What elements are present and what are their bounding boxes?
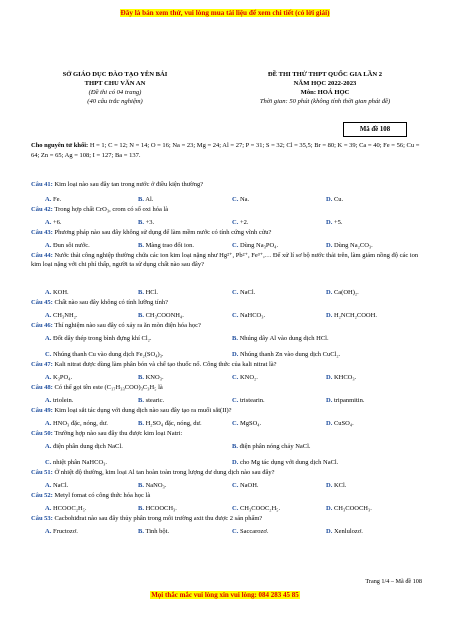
option-b[interactable]: [138, 505, 177, 512]
option-letter: A.: [45, 335, 52, 342]
option-letter: A.: [45, 528, 52, 535]
question-43: [31, 228, 423, 237]
option-text: Al.: [145, 196, 154, 203]
option-letter: A.: [45, 289, 52, 296]
option-text: Na.: [239, 196, 250, 203]
option-letter: A.: [45, 482, 52, 489]
option-letter: D.: [326, 289, 333, 296]
preview-banner-text: Đây là bản xem thử, vui lòng mua tài liệu để xem chi tiết (có lời giải): [120, 9, 330, 17]
option-text: nhiệt phân NaHCO₃.: [52, 459, 108, 466]
option-a[interactable]: [45, 312, 78, 319]
option-b[interactable]: [232, 335, 329, 342]
question-number: Câu 41:: [31, 181, 53, 188]
option-text: Fe.: [52, 196, 62, 203]
option-letter: B.: [232, 335, 238, 342]
option-letter: A.: [45, 397, 52, 404]
question-47: [31, 360, 423, 369]
question-49: [31, 406, 423, 415]
option-d[interactable]: [326, 242, 373, 249]
option-text: +5.: [333, 219, 343, 226]
option-d[interactable]: [326, 505, 372, 512]
option-a[interactable]: [45, 443, 123, 450]
option-b[interactable]: [138, 482, 166, 489]
option-letter: D.: [326, 420, 333, 427]
option-text: điện phân nóng chảy NaCl.: [239, 443, 311, 450]
option-text: tripanmitin.: [333, 397, 365, 404]
option-b[interactable]: [138, 528, 169, 535]
option-letter: C.: [232, 289, 239, 296]
question-44: [31, 251, 423, 269]
option-b[interactable]: [138, 219, 154, 226]
atomic-mass-values: H = 1; C = 12; N = 14; O = 16; Na = 23; Mg = 24; Al = 27; P = 31; S = 32; Cl = 35,5; Br = 80; K = 39; Ca = 40; Fe = 56; Cu = 64; Zn = 65; Ag = 108; I = 127; Ba = 137.: [31, 142, 420, 159]
option-text: KNO₂.: [239, 374, 258, 381]
option-c[interactable]: [232, 397, 265, 404]
question-text: Kim loại sắt tác dụng với dung dịch nào sau đây tạo ra muối sắt(II)?: [54, 407, 232, 414]
subject: Môn: HOÁ HỌC: [300, 89, 350, 96]
school-name: THPT CHU VĂN AN: [84, 80, 146, 87]
option-text: CH₃NH₂.: [52, 312, 78, 319]
option-a[interactable]: [45, 242, 90, 249]
option-text: CH₃COOC₂H₅.: [239, 505, 281, 512]
exam-title: ĐỀ THI THỬ THPT QUỐC GIA LẦN 2: [267, 71, 383, 78]
option-letter: A.: [45, 505, 52, 512]
option-b[interactable]: [138, 289, 158, 296]
option-text: Đốt dây thép trong bình đựng khí Cl₂.: [52, 335, 152, 342]
option-letter: B.: [232, 443, 238, 450]
option-letter: D.: [232, 459, 239, 466]
option-text: Ca(OH)₂.: [333, 289, 359, 296]
option-letter: B.: [138, 219, 144, 226]
option-letter: C.: [232, 374, 239, 381]
option-a[interactable]: [45, 482, 68, 489]
option-letter: B.: [138, 397, 144, 404]
option-text: NaNO₃.: [145, 482, 167, 489]
option-text: KOH.: [52, 289, 69, 296]
school-dept: SỞ GIÁO DỤC ĐÀO TẠO YÊN BÁI: [62, 71, 168, 78]
option-text: điện phân dung dịch NaCl.: [52, 443, 123, 450]
option-a[interactable]: [45, 289, 69, 296]
option-letter: C.: [232, 420, 239, 427]
option-c[interactable]: [232, 505, 280, 512]
option-text: HCl.: [145, 289, 159, 296]
option-a[interactable]: [45, 374, 72, 381]
option-letter: B.: [138, 420, 144, 427]
option-text: CH₃COOCH₃.: [333, 505, 372, 512]
page-footer: Trang 1/4 – Mã đề 108: [365, 578, 422, 585]
question-number: Câu 42:: [31, 206, 53, 213]
option-text: Cu.: [333, 196, 344, 203]
option-c[interactable]: [232, 420, 261, 427]
option-text: Nhúng dây Al vào dung dịch HCl.: [239, 335, 329, 342]
option-letter: B.: [138, 374, 144, 381]
question-number: Câu 43:: [31, 229, 53, 236]
option-text: NaCl.: [52, 482, 69, 489]
option-a[interactable]: [45, 505, 87, 512]
option-d[interactable]: [326, 374, 356, 381]
question-text: Có thể gọi tên este (C₁₇H₃₃COO)₃C₃H₅ là: [54, 384, 163, 391]
option-letter: D.: [326, 482, 333, 489]
option-d[interactable]: [326, 420, 354, 427]
option-a[interactable]: [45, 397, 73, 404]
question-text: Kali nitrat được dùng làm phân bón và chế tạo thuốc nổ. Công thức của kali nitrat là?: [54, 361, 277, 368]
question-41: [31, 180, 423, 189]
option-letter: B.: [138, 196, 144, 203]
option-letter: D.: [326, 219, 333, 226]
atomic-mass-label: Cho nguyên tử khối:: [31, 142, 89, 149]
option-text: triolein.: [52, 397, 74, 404]
option-text: Saccarozơ.: [239, 528, 269, 535]
option-text: H₂NCH₂COOH.: [333, 312, 377, 319]
question-text: Cacbohiđrat nào sau đây thủy phân trong môi trường axit thu được 2 sản phẩm?: [54, 515, 263, 522]
option-letter: C.: [232, 528, 239, 535]
question-number: Câu 48:: [31, 384, 53, 391]
option-letter: D.: [232, 351, 239, 358]
question-53: [31, 514, 423, 523]
option-letter: C.: [45, 351, 52, 358]
option-text: HCOOCH₃.: [145, 505, 177, 512]
option-text: Fructozơ.: [52, 528, 78, 535]
question-42: [31, 205, 423, 214]
option-text: Tinh bột.: [145, 528, 170, 535]
option-a[interactable]: [45, 335, 152, 342]
option-c[interactable]: [232, 312, 265, 319]
question-count-note: (40 câu trắc nghiệm): [87, 98, 143, 105]
option-text: KHCO₃.: [333, 374, 357, 381]
option-text: Nhúng thanh Zn vào dung dịch CuCl₂.: [239, 351, 341, 358]
page-count-note: (Đề thi có 04 trang): [88, 89, 142, 96]
option-letter: D.: [326, 196, 333, 203]
option-text: CuSO₄.: [333, 420, 354, 427]
question-number: Câu 53:: [31, 515, 53, 522]
option-c[interactable]: [232, 374, 258, 381]
option-b[interactable]: [232, 443, 311, 450]
option-text: +2.: [239, 219, 249, 226]
option-d[interactable]: [232, 351, 340, 358]
option-letter: A.: [45, 196, 52, 203]
question-46: [31, 321, 423, 330]
question-text: Thí nghiệm nào sau đây có xảy ra ăn mòn điện hóa học?: [54, 322, 201, 329]
question-number: Câu 52:: [31, 492, 53, 499]
option-letter: A.: [45, 242, 52, 249]
option-b[interactable]: [138, 374, 164, 381]
option-text: NaHCO₃.: [239, 312, 266, 319]
question-text: Ở nhiệt độ thường, kim loại Al tan hoàn toàn trong lượng dư dung dịch nào sau đây?: [54, 469, 275, 476]
option-text: Màng trao đổi ion.: [145, 242, 194, 249]
option-b[interactable]: [138, 242, 194, 249]
option-c[interactable]: [45, 351, 164, 358]
option-text: stearic.: [145, 397, 165, 404]
question-45: [31, 298, 423, 307]
option-letter: A.: [45, 420, 52, 427]
option-letter: C.: [232, 242, 239, 249]
question-number: Câu 49:: [31, 407, 53, 414]
option-b[interactable]: [138, 196, 153, 203]
question-48: [31, 383, 423, 392]
question-text: Chất nào sau đây không có tính lưỡng tính?: [54, 299, 168, 306]
option-letter: C.: [232, 397, 239, 404]
option-text: KNO₃.: [145, 374, 164, 381]
option-row: [31, 443, 423, 453]
question-text: Metyl fomat có công thức hóa học là: [54, 492, 151, 499]
option-text: Dùng Na₃PO₄.: [239, 242, 279, 249]
option-letter: D.: [326, 312, 333, 319]
option-d[interactable]: [326, 312, 377, 319]
question-number: Câu 44:: [31, 252, 53, 259]
question-text: Trường hợp nào sau đây thu được kim loại Natri:: [54, 430, 183, 437]
question-number: Câu 51:: [31, 469, 53, 476]
option-c[interactable]: [232, 482, 259, 489]
question-51: [31, 468, 423, 477]
option-d[interactable]: [326, 397, 364, 404]
option-letter: A.: [45, 374, 52, 381]
option-text: tristearin.: [239, 397, 265, 404]
option-letter: A.: [45, 312, 52, 319]
question-number: Câu 46:: [31, 322, 53, 329]
option-c[interactable]: [232, 289, 255, 296]
question-text: Phương pháp nào sau đây không sử dụng để làm mềm nước có tính cứng vĩnh cửu?: [54, 229, 272, 236]
question-number: Câu 45:: [31, 299, 53, 306]
option-letter: C.: [232, 482, 239, 489]
option-letter: C.: [232, 219, 239, 226]
time-limit: Thời gian: 50 phút (không tính thời gian phát đề): [259, 98, 391, 105]
option-text: K₃PO₄.: [52, 374, 73, 381]
option-letter: B.: [138, 482, 144, 489]
option-letter: A.: [45, 219, 52, 226]
option-c[interactable]: [232, 196, 249, 203]
option-letter: D.: [326, 242, 333, 249]
header-left: [40, 70, 190, 106]
school-year: NĂM HỌC 2022-2023: [293, 80, 357, 87]
option-b[interactable]: [138, 420, 202, 427]
option-c[interactable]: [232, 528, 268, 535]
option-c[interactable]: [232, 219, 249, 226]
option-letter: A.: [45, 443, 52, 450]
question-number: Câu 50:: [31, 430, 53, 437]
option-d[interactable]: [232, 459, 338, 466]
option-letter: C.: [45, 459, 52, 466]
option-letter: C.: [232, 505, 239, 512]
option-b[interactable]: [138, 397, 164, 404]
header-right: [230, 70, 420, 106]
option-letter: B.: [138, 242, 144, 249]
option-text: +3.: [145, 219, 155, 226]
option-d[interactable]: [326, 528, 363, 535]
option-letter: D.: [326, 505, 333, 512]
option-letter: D.: [326, 397, 333, 404]
question-50: [31, 429, 423, 438]
option-d[interactable]: [326, 482, 346, 489]
option-text: Đun sôi nước.: [52, 242, 90, 249]
option-text: MgSO₄.: [239, 420, 262, 427]
option-letter: C.: [232, 196, 239, 203]
option-a[interactable]: [45, 219, 62, 226]
option-letter: B.: [138, 312, 144, 319]
option-letter: B.: [138, 505, 144, 512]
option-row: [31, 528, 423, 538]
option-letter: C.: [232, 312, 239, 319]
preview-banner: [0, 9, 450, 17]
atomic-mass-note: [31, 141, 421, 161]
option-a[interactable]: [45, 196, 61, 203]
option-c[interactable]: [232, 242, 278, 249]
option-text: HCOOC₂H₅.: [52, 505, 87, 512]
question-text: Trong hợp chất CrO₃, crom có số oxi hóa là: [54, 206, 169, 213]
contact-footer-text: Mọi thắc mắc vui lòng xin vui lòng: 084 283 45 85: [151, 591, 299, 599]
option-letter: D.: [326, 528, 333, 535]
option-text: NaOH.: [239, 482, 259, 489]
option-row: [31, 335, 423, 345]
option-text: H₂SO₄ đặc, nóng, dư.: [145, 420, 202, 427]
question-number: Câu 47:: [31, 361, 53, 368]
option-d[interactable]: [326, 196, 343, 203]
option-text: Nhúng thanh Cu vào dung dịch Fe₂(SO₄)₃.: [52, 351, 164, 358]
option-text: HNO₃ đặc, nóng, dư.: [52, 420, 108, 427]
option-letter: D.: [326, 374, 333, 381]
option-a[interactable]: [45, 420, 108, 427]
option-text: Xenlulozơ.: [333, 528, 363, 535]
exam-code-box: Mã đề 108: [343, 122, 407, 137]
option-letter: B.: [138, 528, 144, 535]
option-text: Dùng Na₂CO₃.: [333, 242, 373, 249]
option-d[interactable]: [326, 289, 359, 296]
option-text: +6.: [52, 219, 62, 226]
option-d[interactable]: [326, 219, 343, 226]
question-text: Nước thải công nghiệp thường chứa các ion kim loại nặng như Hg²⁺, Pb²⁺, Fe³⁺,… Để xử lí sơ bộ nước thải trên, làm giảm nồng độ các ion kim loại nặng với chi phí thấp, người ta sử dụng chất nào sau đây?: [31, 252, 419, 268]
question-text: Kim loại nào sau đây tan trong nước ở điều kiện thường?: [54, 181, 204, 188]
option-text: KCl.: [333, 482, 347, 489]
option-text: CH₃COONH₄.: [145, 312, 184, 319]
option-letter: B.: [138, 289, 144, 296]
option-c[interactable]: [45, 459, 107, 466]
question-52: [31, 491, 423, 500]
option-a[interactable]: [45, 528, 78, 535]
option-text: NaCl.: [239, 289, 256, 296]
option-b[interactable]: [138, 312, 184, 319]
option-text: cho Mg tác dụng với dung dịch NaCl.: [239, 459, 339, 466]
contact-footer: [0, 591, 450, 599]
